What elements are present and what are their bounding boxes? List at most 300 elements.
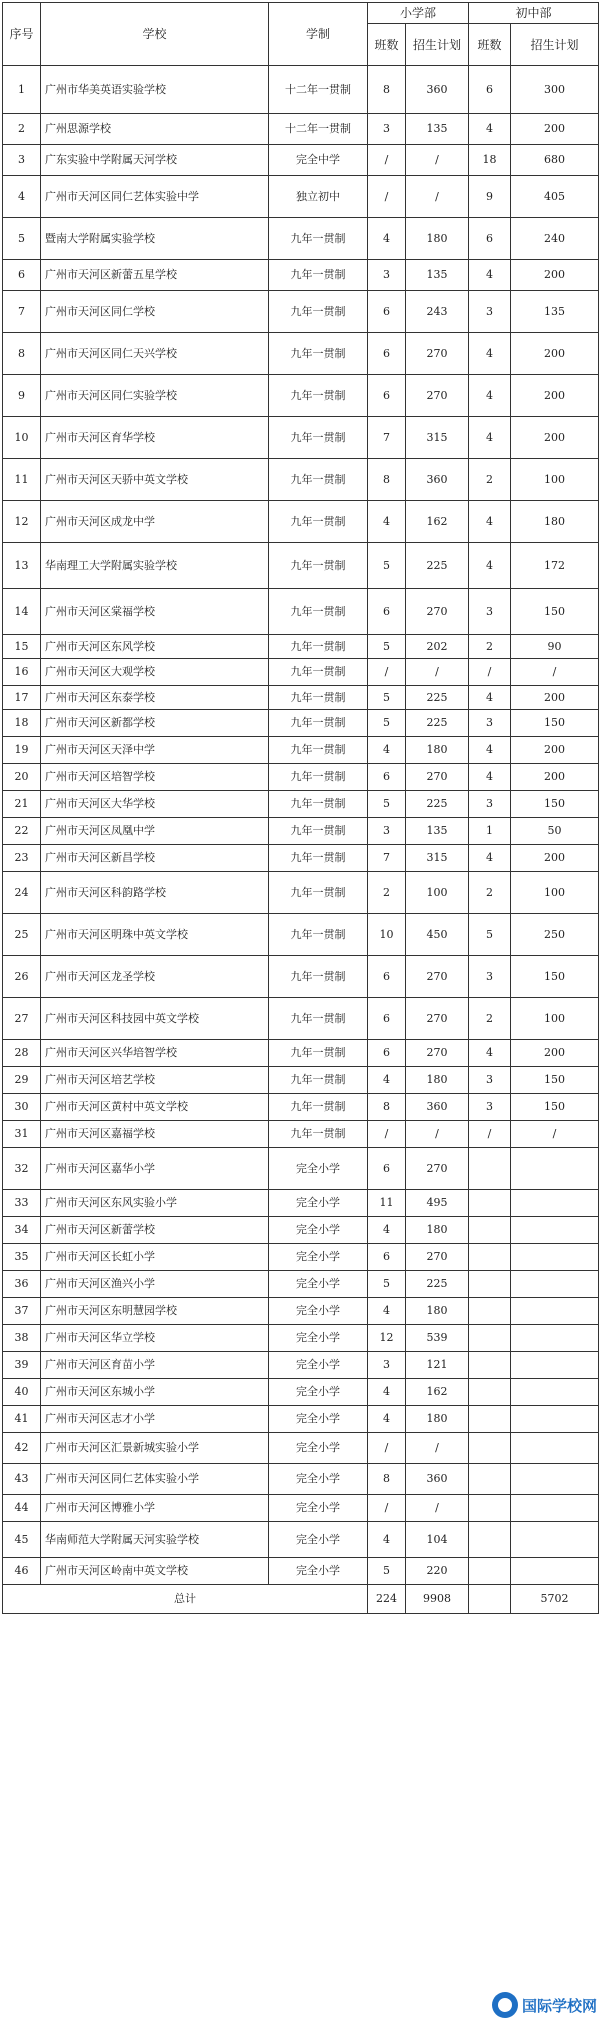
row-seq: 6	[3, 260, 41, 291]
row-primary-classes: 4	[368, 501, 406, 543]
row-junior-classes: 3	[469, 291, 511, 333]
row-junior-classes: 2	[469, 872, 511, 914]
row-junior-classes: /	[469, 1121, 511, 1148]
header-primary-plan: 招生计划	[406, 24, 469, 66]
row-primary-classes: 5	[368, 635, 406, 659]
row-seq: 37	[3, 1298, 41, 1325]
row-primary-classes: 4	[368, 218, 406, 260]
row-primary-classes: 12	[368, 1325, 406, 1352]
table-row	[3, 218, 599, 260]
row-school: 广州市天河区明珠中英文学校	[41, 914, 269, 956]
row-school: 广州市天河区东明慧园学校	[41, 1298, 269, 1325]
row-junior-plan	[511, 1406, 599, 1433]
row-system: 完全小学	[269, 1379, 368, 1406]
table-row	[3, 543, 599, 589]
row-junior-classes: 4	[469, 375, 511, 417]
row-seq: 29	[3, 1067, 41, 1094]
row-junior-plan	[511, 1271, 599, 1298]
row-seq: 42	[3, 1433, 41, 1464]
row-school: 广州市天河区大观学校	[41, 659, 269, 686]
row-junior-classes: 4	[469, 764, 511, 791]
table-row	[3, 417, 599, 459]
table-row	[3, 710, 599, 737]
row-junior-classes: 5	[469, 914, 511, 956]
row-school: 广州市天河区东风学校	[41, 635, 269, 659]
row-system: 完全中学	[269, 145, 368, 176]
row-school: 广州市天河区岭南中英文学校	[41, 1558, 269, 1585]
row-primary-plan: 360	[406, 459, 469, 501]
row-junior-classes	[469, 1433, 511, 1464]
table-row	[3, 176, 599, 218]
row-school: 广州市天河区同仁天兴学校	[41, 333, 269, 375]
row-system: 九年一贯制	[269, 710, 368, 737]
row-system: 九年一贯制	[269, 998, 368, 1040]
row-primary-plan: 162	[406, 1379, 469, 1406]
row-primary-classes: /	[368, 1433, 406, 1464]
row-school: 广州市天河区棠福学校	[41, 589, 269, 635]
row-school: 广州市天河区志才小学	[41, 1406, 269, 1433]
row-seq: 38	[3, 1325, 41, 1352]
row-junior-classes: 3	[469, 791, 511, 818]
table-row	[3, 1148, 599, 1190]
watermark-text: 国际学校网	[522, 1996, 598, 2015]
row-junior-classes: 4	[469, 333, 511, 375]
table-row	[3, 1244, 599, 1271]
row-primary-plan: 180	[406, 218, 469, 260]
row-seq: 2	[3, 114, 41, 145]
row-system: 完全小学	[269, 1217, 368, 1244]
row-system: 九年一贯制	[269, 1121, 368, 1148]
row-junior-classes: 4	[469, 686, 511, 710]
table-body	[3, 66, 599, 1585]
row-primary-classes: 6	[368, 1148, 406, 1190]
header-primary-classes: 班数	[368, 24, 406, 66]
row-system: 九年一贯制	[269, 218, 368, 260]
row-junior-classes: 6	[469, 66, 511, 114]
row-system: 九年一贯制	[269, 914, 368, 956]
row-primary-classes: 4	[368, 1217, 406, 1244]
row-primary-plan: 315	[406, 417, 469, 459]
row-primary-classes: 6	[368, 375, 406, 417]
row-primary-plan: 450	[406, 914, 469, 956]
row-junior-classes	[469, 1495, 511, 1522]
row-junior-plan: 50	[511, 818, 599, 845]
row-primary-plan: 220	[406, 1558, 469, 1585]
row-junior-classes: 2	[469, 998, 511, 1040]
row-school: 广州市天河区新蕾学校	[41, 1217, 269, 1244]
row-primary-plan: /	[406, 1121, 469, 1148]
row-primary-classes: 4	[368, 1406, 406, 1433]
row-school: 广州市天河区培艺学校	[41, 1067, 269, 1094]
row-junior-classes	[469, 1406, 511, 1433]
row-primary-classes: 6	[368, 956, 406, 998]
table-row	[3, 1495, 599, 1522]
row-primary-classes: 5	[368, 1271, 406, 1298]
row-seq: 43	[3, 1464, 41, 1495]
row-primary-plan: 202	[406, 635, 469, 659]
row-junior-plan: 200	[511, 333, 599, 375]
table-row	[3, 791, 599, 818]
table-row	[3, 459, 599, 501]
row-primary-classes: 8	[368, 1464, 406, 1495]
row-junior-plan	[511, 1495, 599, 1522]
row-primary-classes: 4	[368, 1379, 406, 1406]
row-primary-plan: 180	[406, 1217, 469, 1244]
row-primary-plan: 225	[406, 686, 469, 710]
row-primary-classes: 2	[368, 872, 406, 914]
row-system: 完全小学	[269, 1558, 368, 1585]
row-primary-classes: 3	[368, 114, 406, 145]
row-school: 广州思源学校	[41, 114, 269, 145]
row-junior-plan: 200	[511, 686, 599, 710]
row-primary-plan: 270	[406, 998, 469, 1040]
row-junior-plan: 200	[511, 417, 599, 459]
row-seq: 26	[3, 956, 41, 998]
row-junior-plan	[511, 1148, 599, 1190]
table-row	[3, 1067, 599, 1094]
row-primary-plan: 270	[406, 764, 469, 791]
row-school: 广州市天河区嘉福学校	[41, 1121, 269, 1148]
row-system: 九年一贯制	[269, 845, 368, 872]
row-system: 完全小学	[269, 1352, 368, 1379]
row-system: 九年一贯制	[269, 1094, 368, 1121]
row-primary-classes: 3	[368, 1352, 406, 1379]
row-junior-plan: 150	[511, 1067, 599, 1094]
row-primary-plan: 270	[406, 589, 469, 635]
row-primary-plan: 104	[406, 1522, 469, 1558]
row-seq: 23	[3, 845, 41, 872]
row-junior-plan: 172	[511, 543, 599, 589]
table-row	[3, 914, 599, 956]
row-school: 广州市天河区同仁学校	[41, 291, 269, 333]
row-junior-classes	[469, 1464, 511, 1495]
row-primary-plan: /	[406, 145, 469, 176]
row-primary-plan: 270	[406, 956, 469, 998]
row-seq: 32	[3, 1148, 41, 1190]
row-system: 九年一贯制	[269, 737, 368, 764]
table-row	[3, 1522, 599, 1558]
row-primary-plan: /	[406, 1433, 469, 1464]
row-seq: 20	[3, 764, 41, 791]
row-seq: 18	[3, 710, 41, 737]
header-junior: 初中部	[469, 3, 599, 24]
total-label: 总计	[3, 1585, 368, 1614]
row-junior-plan: 200	[511, 845, 599, 872]
row-primary-plan: 360	[406, 1094, 469, 1121]
row-junior-classes	[469, 1522, 511, 1558]
row-school: 广州市天河区成龙中学	[41, 501, 269, 543]
row-junior-plan: 250	[511, 914, 599, 956]
row-seq: 1	[3, 66, 41, 114]
row-system: 九年一贯制	[269, 260, 368, 291]
row-junior-classes: 9	[469, 176, 511, 218]
row-seq: 34	[3, 1217, 41, 1244]
table-row	[3, 845, 599, 872]
row-junior-classes	[469, 1558, 511, 1585]
row-primary-plan: /	[406, 176, 469, 218]
row-system: 九年一贯制	[269, 818, 368, 845]
row-primary-classes: 10	[368, 914, 406, 956]
header-school: 学校	[41, 3, 269, 66]
row-seq: 22	[3, 818, 41, 845]
row-junior-classes: 4	[469, 543, 511, 589]
header-system: 学制	[269, 3, 368, 66]
row-school: 广州市天河区嘉华小学	[41, 1148, 269, 1190]
row-primary-plan: 360	[406, 1464, 469, 1495]
row-system: 九年一贯制	[269, 1067, 368, 1094]
row-seq: 7	[3, 291, 41, 333]
row-junior-classes: 3	[469, 1094, 511, 1121]
table-row	[3, 375, 599, 417]
row-primary-plan: 162	[406, 501, 469, 543]
row-junior-classes	[469, 1379, 511, 1406]
table-row	[3, 764, 599, 791]
row-primary-classes: 7	[368, 845, 406, 872]
row-primary-plan: 270	[406, 1148, 469, 1190]
row-seq: 11	[3, 459, 41, 501]
row-system: 九年一贯制	[269, 375, 368, 417]
row-system: 完全小学	[269, 1522, 368, 1558]
table-row	[3, 737, 599, 764]
row-primary-plan: 180	[406, 1406, 469, 1433]
row-seq: 3	[3, 145, 41, 176]
row-seq: 5	[3, 218, 41, 260]
table-footer	[3, 1585, 599, 1614]
row-system: 九年一贯制	[269, 635, 368, 659]
row-school: 广州市天河区天泽中学	[41, 737, 269, 764]
row-system: 九年一贯制	[269, 459, 368, 501]
row-junior-plan	[511, 1352, 599, 1379]
table-row	[3, 333, 599, 375]
header-junior-plan: 招生计划	[511, 24, 599, 66]
row-school: 广州市天河区新蕾五星学校	[41, 260, 269, 291]
row-seq: 9	[3, 375, 41, 417]
row-seq: 46	[3, 1558, 41, 1585]
row-junior-plan: 150	[511, 956, 599, 998]
table-row	[3, 1190, 599, 1217]
row-system: 独立初中	[269, 176, 368, 218]
row-junior-plan: 200	[511, 375, 599, 417]
row-seq: 41	[3, 1406, 41, 1433]
row-junior-plan: 150	[511, 791, 599, 818]
row-school: 广州市天河区同仁实验学校	[41, 375, 269, 417]
row-junior-plan	[511, 1558, 599, 1585]
row-seq: 40	[3, 1379, 41, 1406]
row-junior-plan: 100	[511, 998, 599, 1040]
row-junior-classes	[469, 1190, 511, 1217]
row-primary-classes: /	[368, 1495, 406, 1522]
row-school: 广州市天河区新都学校	[41, 710, 269, 737]
total-junior-plan: 5702	[511, 1585, 599, 1614]
row-system: 九年一贯制	[269, 1040, 368, 1067]
row-junior-plan	[511, 1190, 599, 1217]
row-school: 广州市天河区东泰学校	[41, 686, 269, 710]
row-junior-plan: 150	[511, 589, 599, 635]
table-row	[3, 1433, 599, 1464]
row-junior-plan: 300	[511, 66, 599, 114]
table-row	[3, 1558, 599, 1585]
row-system: 完全小学	[269, 1244, 368, 1271]
row-primary-classes: 6	[368, 998, 406, 1040]
row-system: 九年一贯制	[269, 333, 368, 375]
row-junior-classes: 4	[469, 260, 511, 291]
row-junior-plan	[511, 1522, 599, 1558]
row-system: 九年一贯制	[269, 543, 368, 589]
row-system: 完全小学	[269, 1495, 368, 1522]
row-school: 广州市天河区天骄中英文学校	[41, 459, 269, 501]
site-logo-icon	[492, 1992, 518, 2018]
row-primary-classes: /	[368, 659, 406, 686]
row-primary-plan: 180	[406, 737, 469, 764]
row-system: 九年一贯制	[269, 791, 368, 818]
row-school: 广州市天河区科韵路学校	[41, 872, 269, 914]
row-junior-plan: 405	[511, 176, 599, 218]
row-seq: 21	[3, 791, 41, 818]
row-system: 完全小学	[269, 1298, 368, 1325]
row-seq: 30	[3, 1094, 41, 1121]
row-system: 完全小学	[269, 1325, 368, 1352]
row-seq: 45	[3, 1522, 41, 1558]
table-row	[3, 1352, 599, 1379]
row-junior-classes	[469, 1244, 511, 1271]
row-system: 完全小学	[269, 1190, 368, 1217]
row-primary-classes: 4	[368, 1522, 406, 1558]
row-junior-classes	[469, 1352, 511, 1379]
table-row	[3, 1271, 599, 1298]
table-row	[3, 1379, 599, 1406]
row-primary-classes: 4	[368, 737, 406, 764]
row-junior-plan	[511, 1379, 599, 1406]
row-primary-plan: 135	[406, 818, 469, 845]
table-row	[3, 1121, 599, 1148]
row-primary-plan: 225	[406, 710, 469, 737]
row-primary-plan: 270	[406, 375, 469, 417]
row-junior-classes: 4	[469, 845, 511, 872]
row-primary-classes: 6	[368, 1244, 406, 1271]
row-system: 九年一贯制	[269, 686, 368, 710]
row-junior-classes: 18	[469, 145, 511, 176]
row-junior-classes: 3	[469, 710, 511, 737]
row-junior-plan: 150	[511, 710, 599, 737]
row-system: 完全小学	[269, 1271, 368, 1298]
table-row	[3, 1094, 599, 1121]
row-junior-classes	[469, 1217, 511, 1244]
row-school: 广州市天河区新昌学校	[41, 845, 269, 872]
row-system: 九年一贯制	[269, 872, 368, 914]
row-seq: 19	[3, 737, 41, 764]
row-seq: 31	[3, 1121, 41, 1148]
row-junior-classes: 3	[469, 1067, 511, 1094]
row-junior-plan: /	[511, 1121, 599, 1148]
row-school: 广州市天河区黄村中英文学校	[41, 1094, 269, 1121]
table-row	[3, 659, 599, 686]
row-primary-plan: /	[406, 659, 469, 686]
row-junior-plan: 680	[511, 145, 599, 176]
row-primary-plan: 225	[406, 791, 469, 818]
row-primary-classes: 11	[368, 1190, 406, 1217]
row-school: 广州市天河区东城小学	[41, 1379, 269, 1406]
row-primary-classes: 6	[368, 1040, 406, 1067]
table-row	[3, 818, 599, 845]
table-header	[3, 3, 599, 66]
row-system: 十二年一贯制	[269, 66, 368, 114]
row-primary-classes: 6	[368, 764, 406, 791]
row-primary-plan: 135	[406, 114, 469, 145]
table-row	[3, 145, 599, 176]
row-system: 完全小学	[269, 1148, 368, 1190]
row-junior-plan: 180	[511, 501, 599, 543]
row-junior-plan: 100	[511, 459, 599, 501]
row-primary-classes: 5	[368, 686, 406, 710]
row-seq: 15	[3, 635, 41, 659]
row-primary-classes: /	[368, 145, 406, 176]
row-primary-plan: 225	[406, 543, 469, 589]
row-seq: 44	[3, 1495, 41, 1522]
row-school: 暨南大学附属实验学校	[41, 218, 269, 260]
row-primary-plan: 315	[406, 845, 469, 872]
table-row	[3, 260, 599, 291]
table-row	[3, 686, 599, 710]
row-school: 广州市天河区博雅小学	[41, 1495, 269, 1522]
row-junior-classes	[469, 1148, 511, 1190]
table-row	[3, 1464, 599, 1495]
enrollment-table	[2, 2, 599, 1614]
row-junior-classes: 4	[469, 501, 511, 543]
row-primary-classes: 5	[368, 543, 406, 589]
row-system: 九年一贯制	[269, 589, 368, 635]
row-system: 九年一贯制	[269, 417, 368, 459]
row-primary-classes: 5	[368, 710, 406, 737]
table-row	[3, 1298, 599, 1325]
row-school: 广州市天河区大华学校	[41, 791, 269, 818]
row-primary-plan: 180	[406, 1067, 469, 1094]
row-primary-classes: 4	[368, 1298, 406, 1325]
row-seq: 36	[3, 1271, 41, 1298]
row-seq: 25	[3, 914, 41, 956]
row-junior-plan: 200	[511, 260, 599, 291]
row-primary-classes: 4	[368, 1067, 406, 1094]
row-school: 广州市天河区育华学校	[41, 417, 269, 459]
row-system: 九年一贯制	[269, 956, 368, 998]
header-seq: 序号	[3, 3, 41, 66]
table-row	[3, 1217, 599, 1244]
row-system: 十二年一贯制	[269, 114, 368, 145]
row-primary-classes: 3	[368, 818, 406, 845]
table-row	[3, 1406, 599, 1433]
row-system: 九年一贯制	[269, 291, 368, 333]
table-row	[3, 998, 599, 1040]
row-school: 广东实验中学附属天河学校	[41, 145, 269, 176]
row-primary-plan: 121	[406, 1352, 469, 1379]
row-system: 九年一贯制	[269, 501, 368, 543]
row-school: 华南理工大学附属实验学校	[41, 543, 269, 589]
row-school: 广州市天河区东风实验小学	[41, 1190, 269, 1217]
row-junior-plan: 100	[511, 872, 599, 914]
row-seq: 13	[3, 543, 41, 589]
row-junior-classes: 4	[469, 114, 511, 145]
row-primary-classes: /	[368, 176, 406, 218]
row-school: 广州市天河区龙圣学校	[41, 956, 269, 998]
table-row	[3, 66, 599, 114]
row-school: 广州市天河区华立学校	[41, 1325, 269, 1352]
table-row	[3, 589, 599, 635]
row-primary-plan: 135	[406, 260, 469, 291]
total-primary-plan: 9908	[406, 1585, 469, 1614]
row-school: 广州市天河区凤凰中学	[41, 818, 269, 845]
row-junior-plan: 200	[511, 737, 599, 764]
row-junior-plan: 240	[511, 218, 599, 260]
row-junior-plan	[511, 1325, 599, 1352]
